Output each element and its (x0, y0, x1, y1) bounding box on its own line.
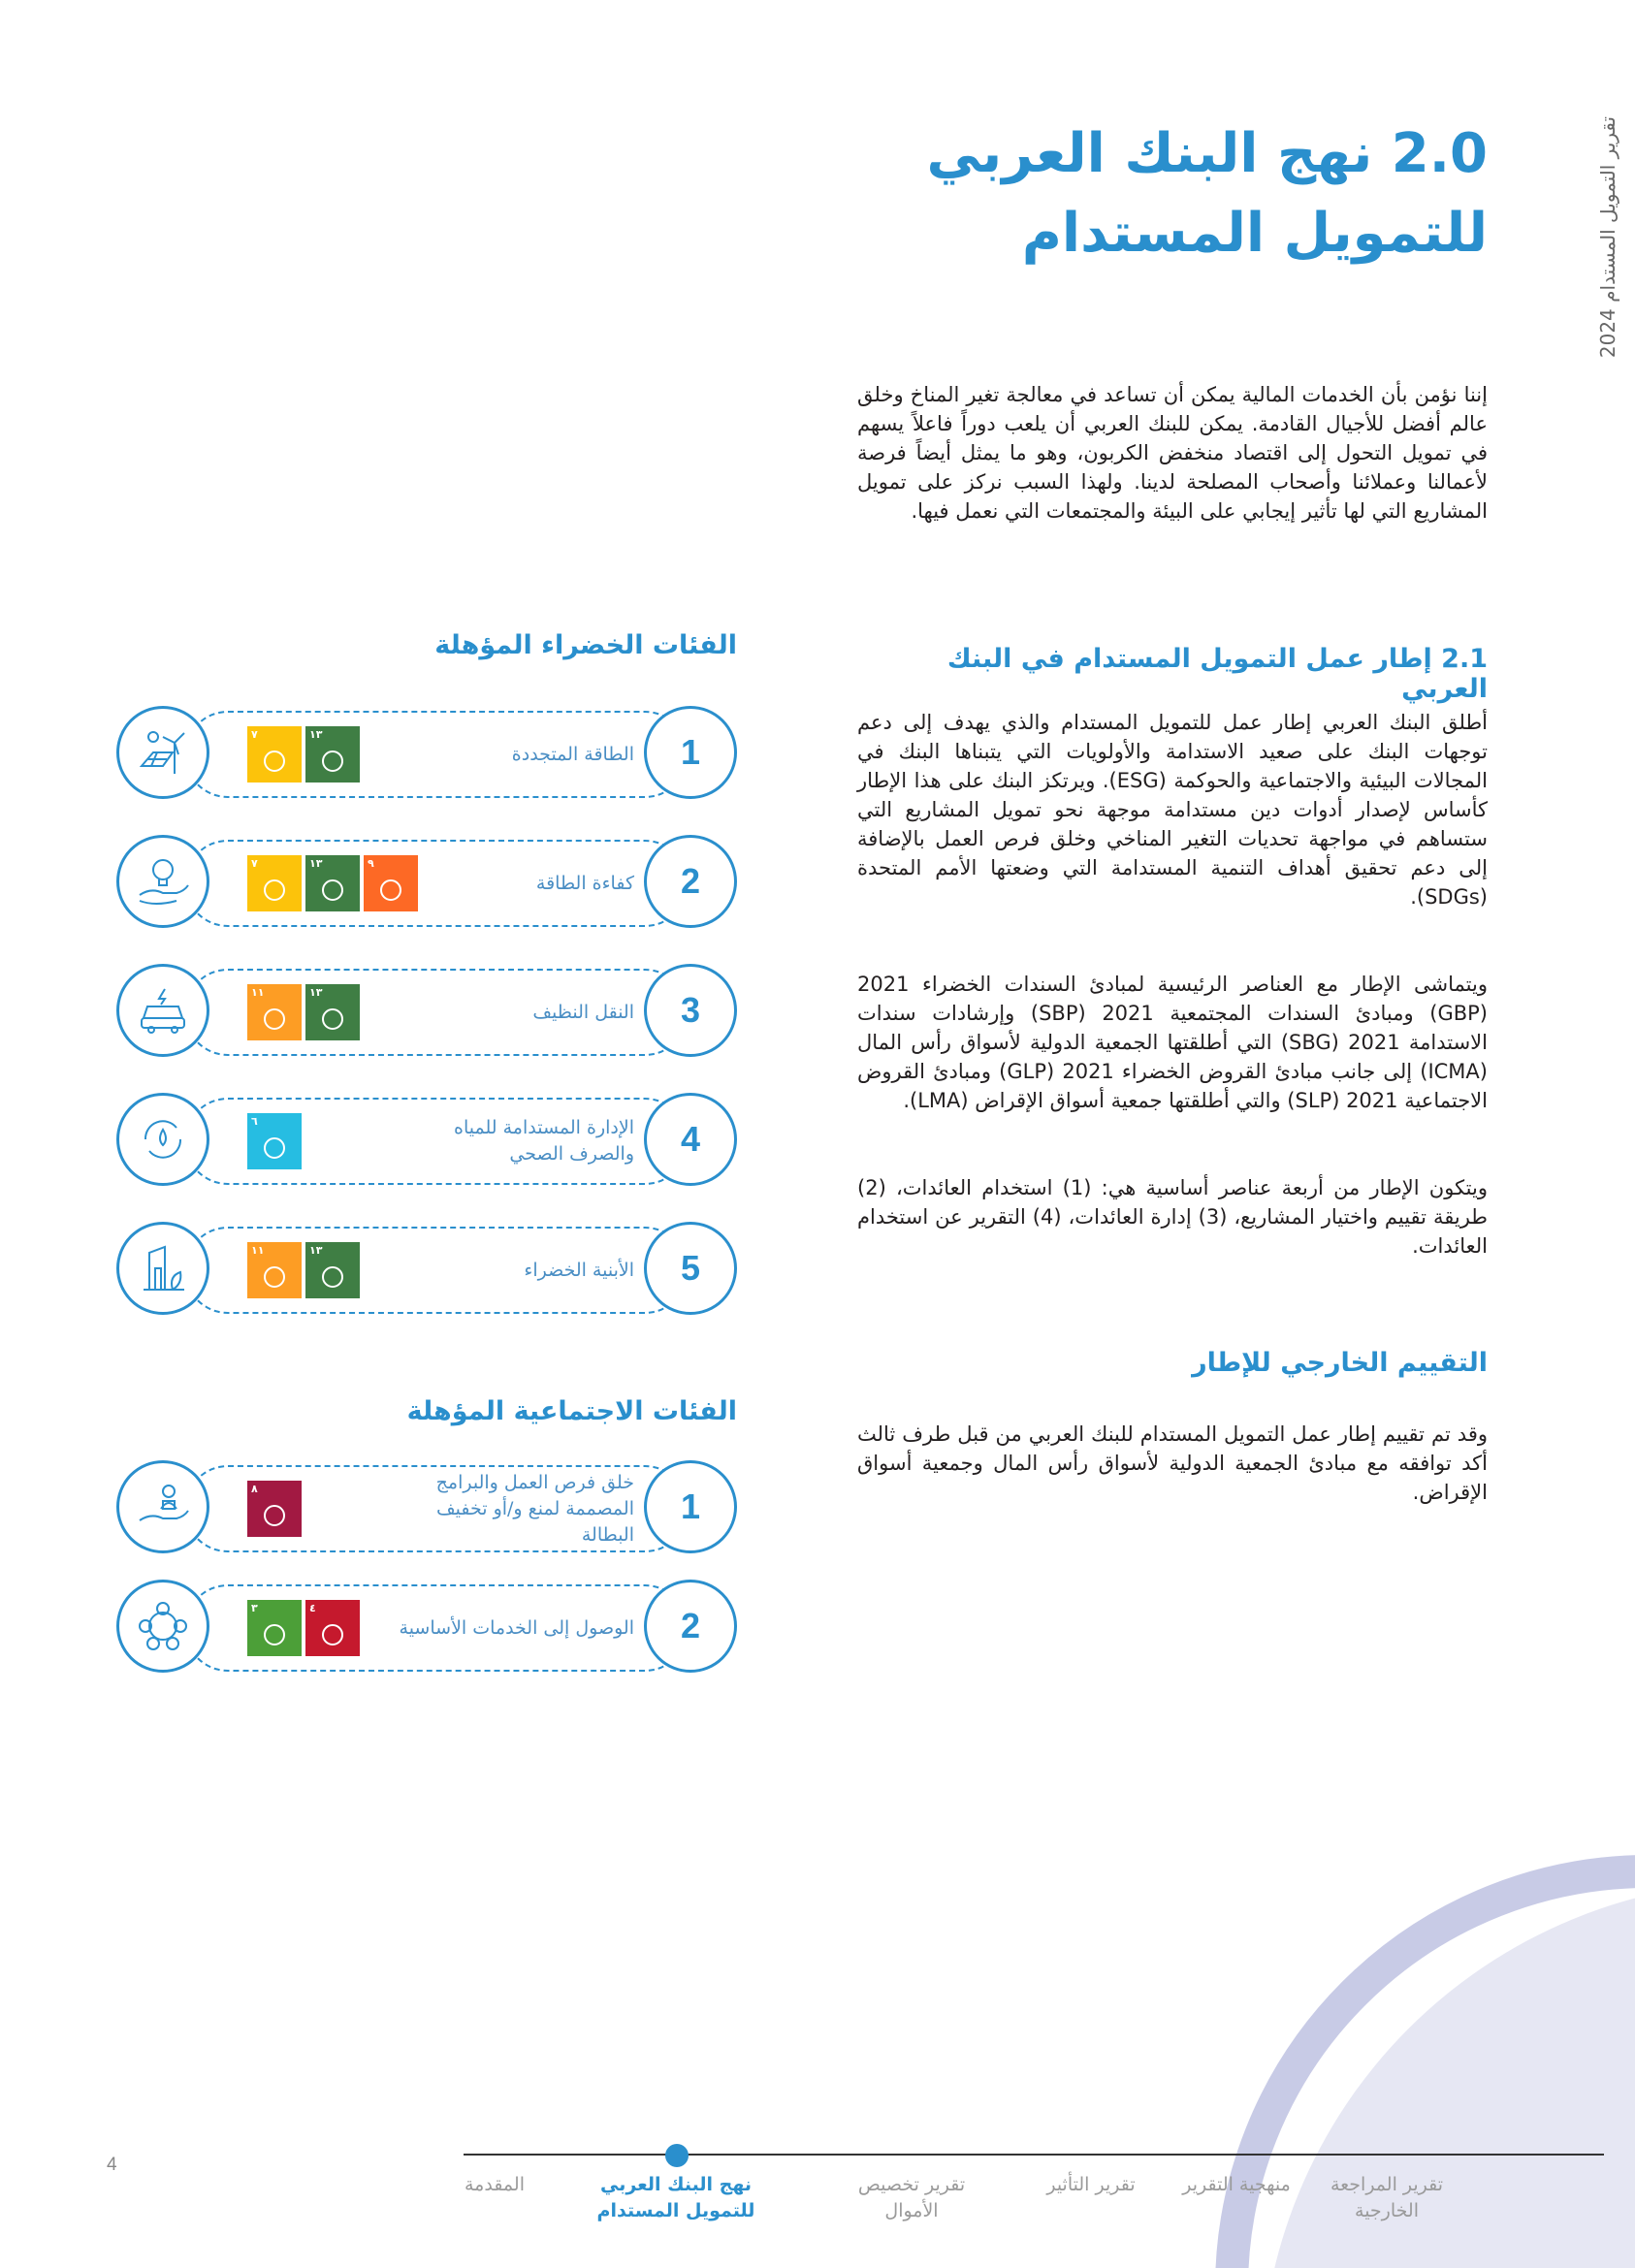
section-21-title: 2.1 إطار عمل التمويل المستدام في البنك العربي (946, 644, 1488, 704)
category-row (116, 1580, 737, 1677)
sdg-badge (247, 1481, 302, 1537)
sdg-badges (247, 1113, 302, 1169)
category-number: 1 (644, 706, 737, 799)
category-row (116, 964, 737, 1061)
sdg-glyph-icon (322, 1624, 343, 1645)
sdg-badges (247, 726, 360, 783)
sdg-glyph-icon (322, 1008, 343, 1030)
side-report-label: تقرير التمويل المستدام 2024 (1596, 116, 1619, 359)
category-row (116, 1460, 737, 1557)
lightbulb-hand-icon (116, 835, 209, 928)
category-label: الطاقة المتجددة (511, 743, 634, 765)
sdg-badge (247, 1600, 302, 1656)
sdg-badge (305, 1242, 360, 1298)
sdg-badge (305, 855, 360, 911)
sdg-number: ١١ (251, 1244, 265, 1257)
nav-item[interactable]: نهج البنك العربي للتمويل المستدام (596, 2174, 755, 2221)
sdg-badges (247, 1481, 302, 1537)
sdg-number: ٦ (251, 1115, 258, 1128)
sdg-number: ١٣ (309, 1244, 323, 1257)
category-label: النقل النظيف (532, 1001, 634, 1023)
section-21-paragraph-3: ويتكون الإطار من أربعة عناصر أساسية هي: (1) استخدام العائدات، (2) طريقة تقييم واختيار المشاريع، (3) إدارة العائدات، (4) التقرير عن استخدام العائدات. (857, 1176, 1489, 1258)
category-label: كفاءة الطاقة (535, 872, 634, 894)
sdg-glyph-icon (264, 1266, 285, 1288)
page-number: 4 (107, 2155, 117, 2175)
sdg-number: ١٣ (309, 857, 323, 870)
nav-current-dot (665, 2144, 689, 2167)
water-cycle-icon (116, 1093, 209, 1186)
sdg-glyph-icon (264, 1505, 285, 1526)
category-number: 2 (644, 835, 737, 928)
category-label: الوصول إلى الخدمات الأساسية (399, 1616, 634, 1639)
sdg-number: ١٣ (309, 986, 323, 999)
category-row (116, 1222, 737, 1319)
sdg-number: ٤ (309, 1602, 316, 1614)
sdg-badges (247, 1242, 360, 1298)
sdg-number: ٣ (251, 1602, 258, 1614)
category-row (116, 1093, 737, 1190)
nav-item[interactable]: تقرير التأثير (1046, 2174, 1136, 2195)
title-line-1: 2.0 نهج البنك العربي (926, 122, 1488, 185)
social-categories-title: الفئات الاجتماعية المؤهلة (406, 1396, 737, 1426)
sdg-badges (247, 1600, 360, 1656)
electric-car-icon (116, 964, 209, 1057)
sdg-glyph-icon (322, 879, 343, 901)
sdg-badge (305, 984, 360, 1040)
section-21-paragraph-2: ويتماشى الإطار مع العناصر الرئيسية لمبادئ السندات الخضراء 2021 (GBP) ومبادئ السندات المجتمعية 2021 (SBP) وإرشادات سندات الاستدامة 2021 (SBG) التي أطلقتها الجمعية الدولية لأسواق رأس المال (ICMA) إلى جانب مبادئ القروض الخضراء 2021 (GLP) ومبادئ القروض الاجتماعية 2021 (SLP) والتي أطلقتها جمعية أسواق الإقراض (LMA). (857, 973, 1488, 1112)
sdg-badge (247, 1113, 302, 1169)
title-line-2: للتمويل المستدام (1021, 202, 1488, 265)
intro-paragraph: إننا نؤمن بأن الخدمات المالية يمكن أن تساعد في معالجة تغير المناخ وخلق عالم أفضل للأجيال القادمة. يمكن للبنك العربي أن يلعب دوراً فاعلاً يسهم في تمويل التحول إلى اقتصاد منخفض الكربون، وهو ما يمثل أيضاً فرصة لأعمالنا وعملائنا وأصحاب المصلحة لدينا. ولهذا السبب نركز على تمويل المشاريع التي لها تأثير إيجابي على البيئة والمجتمعات التي نعمل فيها. (857, 383, 1488, 523)
sdg-glyph-icon (322, 751, 343, 772)
external-review-paragraph: وقد تم تقييم إطار عمل التمويل المستدام للبنك العربي من قبل طرف ثالث أكد توافقه مع مبادئ الجمعية الدولية لأسواق رأس المال وجمعية أسواق الإقراض. (857, 1422, 1488, 1504)
sdg-badges (247, 984, 360, 1040)
section-21-paragraph-1: أطلق البنك العربي إطار عمل للتمويل المستدام والذي يهدف إلى دعم توجهات البنك على صعيد الاستدامة والأولويات التي يتبناها البنك في المجالات البيئية والاجتماعية والحوكمة (ESG). ويرتكز البنك على هذا الإطار كأساس لإصدار أدوات دين مستدامة موجهة نحو تمويل المشاريع التي ستساهم في مواجهة تحديات التغير المناخي وخلق فرص العمل بالإضافة إلى دعم تحقيق أهداف التنمية المستدامة التي وضعتها الأمم المتحدة (SDGs). (857, 711, 1488, 909)
sdg-badge (247, 984, 302, 1040)
nav-timeline (464, 2154, 1604, 2156)
sdg-badge (247, 1242, 302, 1298)
sdg-glyph-icon (264, 1137, 285, 1159)
category-number: 5 (644, 1222, 737, 1315)
solar-wind-icon (116, 706, 209, 799)
green-building-icon (116, 1222, 209, 1315)
category-number: 2 (644, 1580, 737, 1673)
sdg-badge (305, 1600, 360, 1656)
sdg-glyph-icon (264, 879, 285, 901)
nav-item[interactable]: تقرير المراجعة الخارجية (1330, 2174, 1444, 2221)
category-row (116, 706, 737, 803)
employment-icon (116, 1460, 209, 1553)
page-title (809, 114, 1488, 273)
sdg-badge (247, 726, 302, 783)
nav-item[interactable]: منهجية التقرير (1182, 2174, 1291, 2195)
nav-item[interactable]: المقدمة (464, 2174, 525, 2195)
category-number: 1 (644, 1460, 737, 1553)
sdg-glyph-icon (264, 1008, 285, 1030)
category-number: 3 (644, 964, 737, 1057)
sdg-badge (305, 726, 360, 783)
sdg-badge (247, 855, 302, 911)
sdg-number: ١١ (251, 986, 265, 999)
category-label: الإدارة المستدامة للمياه والصرف الصحي (454, 1117, 634, 1165)
sdg-glyph-icon (264, 751, 285, 772)
external-review-title: التقييم الخارجي للإطار (1192, 1348, 1488, 1378)
green-categories-title: الفئات الخضراء المؤهلة (434, 630, 737, 660)
sdg-number: ٧ (251, 728, 258, 741)
sdg-number: ٨ (251, 1483, 258, 1495)
sdg-glyph-icon (322, 1266, 343, 1288)
nav-item[interactable]: تقرير تخصيص الأموال (857, 2174, 966, 2221)
sdg-number: ٧ (251, 857, 258, 870)
category-row (116, 835, 737, 932)
category-label: خلق فرص العمل والبرامج المصممة لمنع و/أو تخفيف البطالة (435, 1471, 634, 1546)
sdg-glyph-icon (264, 1624, 285, 1645)
people-network-icon (116, 1580, 209, 1673)
category-number: 4 (644, 1093, 737, 1186)
sdg-number: ٩ (368, 857, 374, 870)
category-label: الأبنية الخضراء (524, 1259, 634, 1281)
sdg-number: ١٣ (309, 728, 323, 741)
